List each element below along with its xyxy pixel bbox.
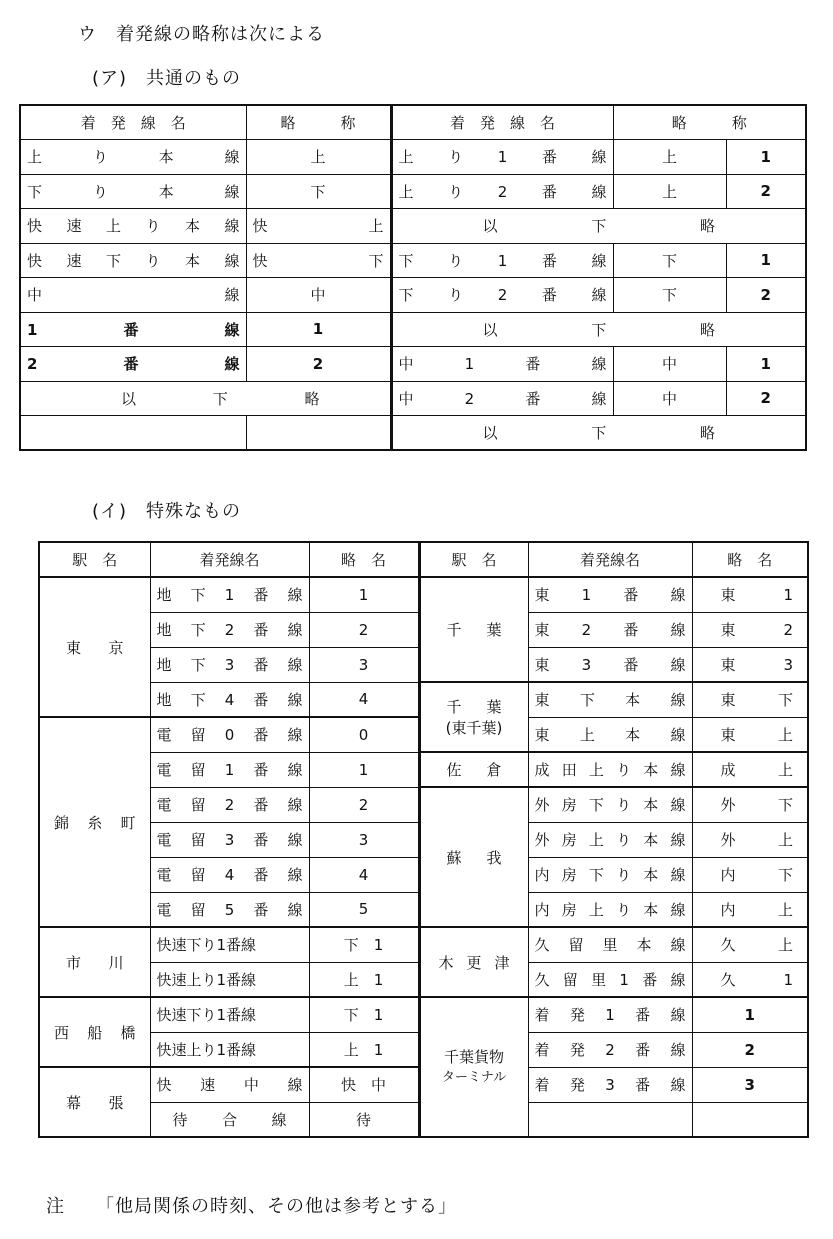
line-abbr: 2 [309, 787, 419, 822]
line-name: 地下3番線 [150, 647, 309, 682]
line-name: 東下本線 [528, 682, 692, 717]
table-row [20, 140, 806, 175]
station-subname: ターミナル [441, 1069, 507, 1085]
line-name: 地下4番線 [150, 682, 309, 717]
line-abbr-prefix: 下 [613, 243, 726, 278]
table-row [39, 577, 808, 612]
line-abbr: 1 [309, 577, 419, 612]
line-abbr: 下 [246, 174, 391, 209]
line-name: 上り2番線 [391, 174, 613, 209]
ellipsis-row: 以 下 略 [20, 381, 391, 416]
line-name: 電留4番線 [150, 857, 309, 892]
line-name: 快速中線 [150, 1067, 309, 1102]
table-row [39, 997, 808, 1032]
table-row [39, 927, 808, 962]
subsection-title-common: (ア) 共通のもの [92, 68, 242, 89]
line-abbr: 中 [246, 278, 391, 313]
line-name: 外房下り本線 [528, 787, 692, 822]
header-station: 駅 名 [39, 542, 150, 577]
abbr-part: 上 [368, 217, 384, 236]
line-abbr: 成 上 [692, 752, 808, 787]
empty-cell [246, 416, 391, 451]
common-abbreviation-table [19, 104, 807, 451]
line-abbr: 内 上 [692, 892, 808, 927]
line-abbr: 上 1 [309, 962, 419, 997]
table-row [20, 278, 806, 313]
line-abbr: 東 下 [692, 682, 808, 717]
table-row [39, 682, 808, 717]
station-chiba-east [419, 682, 528, 752]
line-name: 待合線 [150, 1102, 309, 1137]
line-abbr: 5 [309, 892, 419, 927]
station-name: 千葉貨物 [443, 1047, 504, 1066]
line-name: 東上本線 [528, 717, 692, 752]
line-name: 上り1番線 [391, 140, 613, 175]
line-name: 快速下り1番線 [150, 927, 309, 962]
line-abbr: 久 上 [692, 927, 808, 962]
line-name: 電留0番線 [150, 717, 309, 752]
header-station: 駅 名 [419, 542, 528, 577]
line-name: 電留2番線 [150, 787, 309, 822]
ellipsis-row: 以 下 略 [391, 209, 806, 244]
line-name: 成田上り本線 [528, 752, 692, 787]
table-row [20, 243, 806, 278]
station-soga: 蘇我 [419, 787, 528, 927]
line-name: 下り本線 [20, 174, 246, 209]
line-name: 久留里1番線 [528, 962, 692, 997]
line-abbr-number: 2 [726, 381, 806, 416]
line-abbr-prefix: 下 [613, 278, 726, 313]
line-name: 快速下り1番線 [150, 997, 309, 1032]
line-abbr-number: 1 [726, 243, 806, 278]
station-sakura: 佐倉 [419, 752, 528, 787]
line-abbr-prefix: 上 [613, 174, 726, 209]
line-abbr-number: 2 [726, 278, 806, 313]
table-row [20, 174, 806, 209]
line-name: 電留1番線 [150, 752, 309, 787]
line-name: 外房上り本線 [528, 822, 692, 857]
line-name: 中線 [20, 278, 246, 313]
line-abbr: 2 [246, 347, 391, 382]
line-name: 2番線 [20, 347, 246, 382]
header-line-name: 着発線名 [528, 542, 692, 577]
line-abbr: 外 下 [692, 787, 808, 822]
line-name: 中2番線 [391, 381, 613, 416]
line-abbr-number: 2 [726, 174, 806, 209]
line-abbr: 外 上 [692, 822, 808, 857]
line-name: 内房上り本線 [528, 892, 692, 927]
line-abbr-prefix: 中 [613, 381, 726, 416]
line-abbr: 4 [309, 682, 419, 717]
line-abbr-number: 1 [726, 347, 806, 382]
line-name: 地下1番線 [150, 577, 309, 612]
station-ichikawa: 市川 [39, 927, 150, 997]
line-name: 東1番線 [528, 577, 692, 612]
abbr-part: 下 [368, 251, 384, 270]
line-abbr: 内 下 [692, 857, 808, 892]
ellipsis-row: 以 下 略 [391, 312, 806, 347]
line-abbr: 3 [692, 1067, 808, 1102]
line-abbr: 1 [246, 312, 391, 347]
station-kinshicho: 錦糸町 [39, 717, 150, 927]
line-abbr: 0 [309, 717, 419, 752]
station-tokyo: 東京 [39, 577, 150, 717]
station-subname: (東千葉) [445, 719, 503, 737]
line-abbr: 東 2 [692, 612, 808, 647]
line-name: 久留里本線 [528, 927, 692, 962]
line-name: 快速上り1番線 [150, 1032, 309, 1067]
line-name: 中1番線 [391, 347, 613, 382]
footnote-text: 「他局関係の時刻、その他は参考とする」 [96, 1196, 457, 1217]
footnote [46, 1192, 457, 1218]
line-abbr: 久 1 [692, 962, 808, 997]
line-name: 下り2番線 [391, 278, 613, 313]
line-abbr: 待 [309, 1102, 419, 1137]
line-abbr: 下 1 [309, 927, 419, 962]
line-abbr: 3 [309, 822, 419, 857]
line-name: 快速上り1番線 [150, 962, 309, 997]
line-name: 内房下り本線 [528, 857, 692, 892]
line-name: 東3番線 [528, 647, 692, 682]
line-name: 着発3番線 [528, 1067, 692, 1102]
table-row [39, 787, 808, 822]
line-name: 電留3番線 [150, 822, 309, 857]
station-chiba-freight [419, 997, 528, 1137]
line-abbr: 快 中 [309, 1067, 419, 1102]
line-abbr: 4 [309, 857, 419, 892]
line-abbr: 東 上 [692, 717, 808, 752]
empty-cell [528, 1102, 692, 1137]
line-abbr: 下 1 [309, 997, 419, 1032]
abbr-part: 快 [252, 217, 268, 236]
line-name: 着発2番線 [528, 1032, 692, 1067]
line-name: 電留5番線 [150, 892, 309, 927]
station-kisarazu: 木更津 [419, 927, 528, 997]
line-abbr [246, 243, 391, 278]
header-abbr: 略 名 [309, 542, 419, 577]
header-abbr: 略 名 [692, 542, 808, 577]
line-name: 上り本線 [20, 140, 246, 175]
line-name: 着発1番線 [528, 997, 692, 1032]
station-nishifunabashi: 西船橋 [39, 997, 150, 1067]
line-abbr: 2 [692, 1032, 808, 1067]
line-abbr-number: 1 [726, 140, 806, 175]
line-abbr-prefix: 中 [613, 347, 726, 382]
line-abbr: 東 3 [692, 647, 808, 682]
line-abbr: 東 1 [692, 577, 808, 612]
table-row [20, 381, 806, 416]
line-abbr: 3 [309, 647, 419, 682]
subsection-title-special: (イ) 特殊なもの [92, 501, 242, 522]
line-abbr: 2 [309, 612, 419, 647]
footnote-label: 注 [46, 1196, 65, 1217]
line-name: 地下2番線 [150, 612, 309, 647]
table-row [20, 416, 806, 451]
line-name: 下り1番線 [391, 243, 613, 278]
station-chiba: 千葉 [419, 577, 528, 682]
header-abbr: 略 称 [613, 105, 806, 140]
section-heading: ウ 着発線の略称は次による [78, 24, 325, 45]
line-name: 1番線 [20, 312, 246, 347]
table-row [20, 209, 806, 244]
table-row [20, 347, 806, 382]
line-abbr: 1 [309, 752, 419, 787]
header-line-name: 着 発 線 名 [391, 105, 613, 140]
header-line-name: 着 発 線 名 [20, 105, 246, 140]
line-name: 快速上り本線 [20, 209, 246, 244]
table-header-row [39, 542, 808, 577]
header-line-name: 着発線名 [150, 542, 309, 577]
special-abbreviation-table [38, 541, 809, 1138]
line-abbr-prefix: 上 [613, 140, 726, 175]
line-name: 東2番線 [528, 612, 692, 647]
line-abbr: 1 [692, 997, 808, 1032]
empty-cell [20, 416, 246, 451]
station-name: 千葉 [446, 698, 502, 716]
ellipsis-row: 以 下 略 [391, 416, 806, 451]
line-abbr: 上 1 [309, 1032, 419, 1067]
line-abbr [246, 209, 391, 244]
table-row [39, 752, 808, 787]
line-name: 快速下り本線 [20, 243, 246, 278]
table-header-row [20, 105, 806, 140]
header-abbr: 略 称 [246, 105, 391, 140]
station-makuhari: 幕張 [39, 1067, 150, 1137]
line-abbr: 上 [246, 140, 391, 175]
table-row [20, 312, 806, 347]
abbr-part: 快 [252, 251, 268, 270]
empty-cell [692, 1102, 808, 1137]
